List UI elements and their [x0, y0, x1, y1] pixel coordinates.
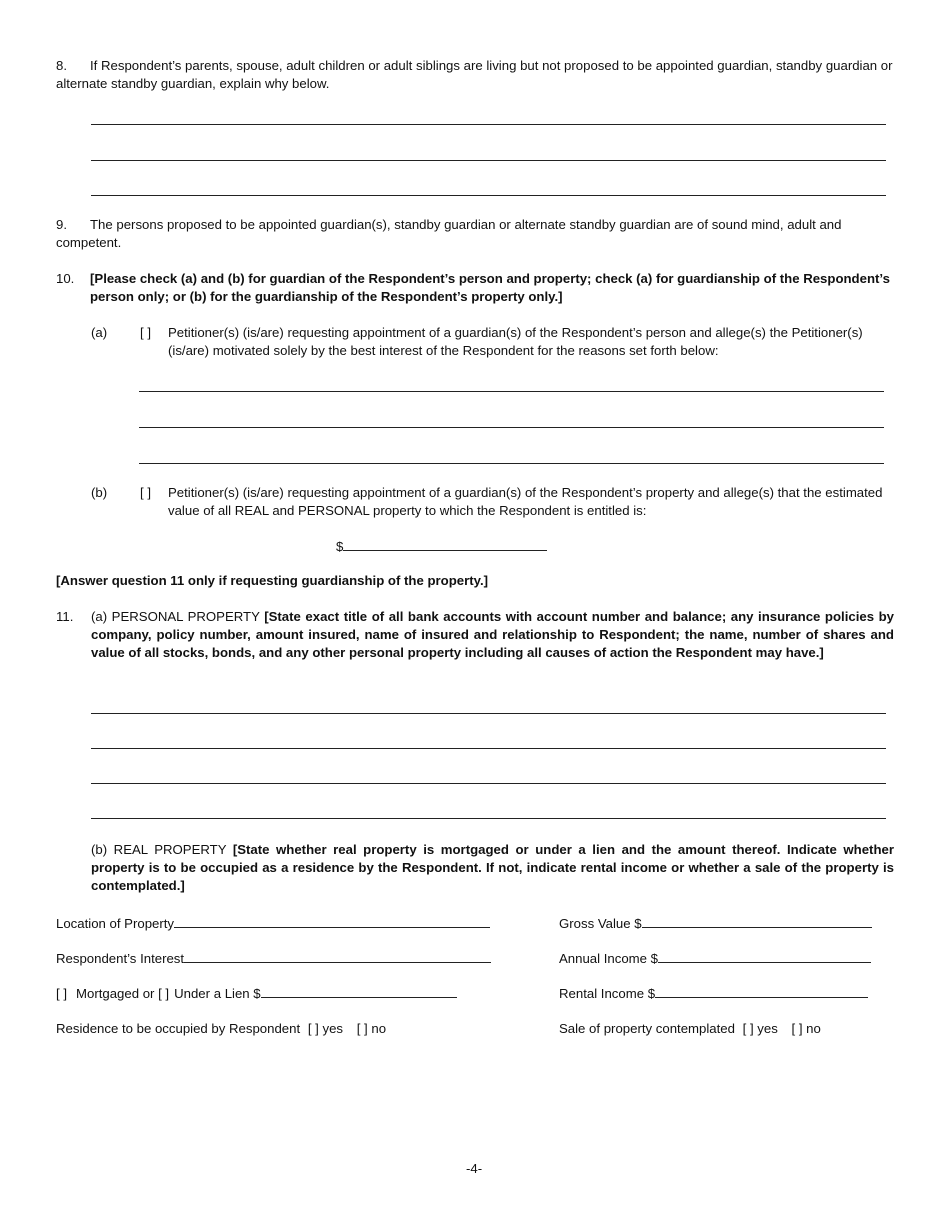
answer-line[interactable] — [91, 783, 886, 784]
sale-label: Sale of property contemplated — [559, 1021, 735, 1036]
residence-field — [56, 1020, 386, 1038]
residence-no-checkbox[interactable]: [ ] — [356, 1021, 368, 1036]
lien-amount-line[interactable] — [261, 984, 457, 998]
answer-line[interactable] — [91, 195, 886, 196]
rental-income-label: Rental Income $ — [559, 986, 656, 1001]
rental-income-line[interactable] — [655, 984, 868, 998]
answer-line[interactable] — [139, 391, 884, 392]
real-property-text: [State whether real property is mortgaged or under a lien and the amount thereof. Indicate whether property is to be occupied as a residence by the Respondent. If not, indicate rental income or whether a sale of the property is contemplated.] — [91, 842, 894, 893]
question-11-note: [Answer question 11 only if requesting guardianship of the property.] — [56, 573, 489, 588]
question-11 — [56, 608, 894, 662]
lien-label: Under a Lien $ — [174, 986, 261, 1001]
gross-value-line[interactable] — [642, 914, 872, 928]
gross-value-label: Gross Value $ — [559, 916, 642, 931]
personal-property-heading: (a) PERSONAL PROPERTY — [91, 609, 260, 624]
location-field[interactable] — [56, 914, 490, 933]
mortgaged-checkbox[interactable]: [ ] — [56, 986, 67, 1001]
question-text: If Respondent’s parents, spouse, adult children or adult siblings are living but not proposed to be appointed guardian, standby guardian or alternate standby guardian, explain why below. — [56, 58, 893, 91]
option-a-label: (a) — [91, 325, 108, 340]
option-b-text: Petitioner(s) (is/are) requesting appointment of a guardian(s) of the Respondent’s property and allege(s) that the estimated value of all REAL and PERSONAL property to which the Respondent is entitled is: — [168, 485, 883, 518]
answer-line[interactable] — [91, 160, 886, 161]
respondent-interest-line[interactable] — [184, 949, 491, 963]
lien-checkbox[interactable]: [ ] — [158, 986, 170, 1001]
real-property-instruction — [91, 841, 894, 895]
respondent-interest-label: Respondent’s Interest — [56, 951, 185, 966]
option-a-text: Petitioner(s) (is/are) requesting appointment of a guardian(s) of the Respondent’s person and allege(s) the Petitioner(s) (is/are) motivated solely by the best interest of the Respondent for the reasons set forth below: — [168, 325, 863, 358]
rental-income-field[interactable] — [559, 984, 868, 1003]
option-a-checkbox[interactable]: [ ] — [140, 325, 151, 340]
question-instruction: [Please check (a) and (b) for guardian of the Respondent’s person and property; check (a) for guardianship of the Respondent’s person only; or (b) for the guardianship of the Respondent’s property only.] — [90, 271, 890, 304]
page-number: -4- — [466, 1161, 483, 1176]
question-number: 11. — [56, 609, 74, 624]
annual-income-line[interactable] — [658, 949, 871, 963]
residence-no-label: no — [371, 1021, 387, 1036]
answer-line[interactable] — [91, 748, 886, 749]
estimated-value-field[interactable] — [336, 537, 547, 556]
residence-yes-checkbox[interactable]: [ ] — [307, 1021, 319, 1036]
answer-line[interactable] — [91, 713, 886, 714]
mortgaged-label: Mortgaged or — [76, 986, 155, 1001]
question-number: 8. — [56, 58, 67, 73]
sale-no-checkbox[interactable]: [ ] — [791, 1021, 803, 1036]
mortgage-lien-field — [56, 984, 457, 1003]
residence-yes-label: yes — [322, 1021, 344, 1036]
option-b-label: (b) — [91, 485, 108, 500]
answer-line[interactable] — [139, 427, 884, 428]
gross-value-field[interactable] — [559, 914, 872, 933]
personal-property-instruction — [91, 608, 894, 662]
answer-line[interactable] — [139, 463, 884, 464]
real-property-heading: (b) REAL PROPERTY — [91, 842, 227, 857]
question-10 — [56, 270, 896, 306]
sale-yes-checkbox[interactable]: [ ] — [742, 1021, 754, 1036]
annual-income-label: Annual Income $ — [559, 951, 658, 966]
location-label: Location of Property — [56, 916, 175, 931]
respondent-interest-field[interactable] — [56, 949, 491, 968]
sale-field — [559, 1020, 821, 1038]
personal-property-text: [State exact title of all bank accounts with account number and balance; any insurance policies by company, policy number, amount insured, name of insured and relationship to Respondent; the name, number of shares and value of all stocks, bonds, and any other personal property including all causes of action the Respondent may have.] — [91, 609, 894, 660]
question-text: The persons proposed to be appointed guardian(s), standby guardian or alternate standby guardian are of sound mind, adult and competent. — [56, 217, 842, 250]
estimated-value-line[interactable] — [343, 537, 547, 551]
question-number: 10. — [56, 271, 75, 286]
question-8 — [56, 57, 896, 93]
question-number: 9. — [56, 217, 67, 232]
answer-line[interactable] — [91, 124, 886, 125]
residence-label: Residence to be occupied by Respondent — [56, 1021, 301, 1036]
location-line[interactable] — [174, 914, 490, 928]
annual-income-field[interactable] — [559, 949, 871, 968]
sale-yes-label: yes — [757, 1021, 778, 1036]
question-9 — [56, 216, 876, 252]
sale-no-label: no — [806, 1021, 821, 1036]
dollar-sign: $ — [336, 539, 344, 554]
option-b-checkbox[interactable]: [ ] — [140, 485, 151, 500]
answer-line[interactable] — [91, 818, 886, 819]
